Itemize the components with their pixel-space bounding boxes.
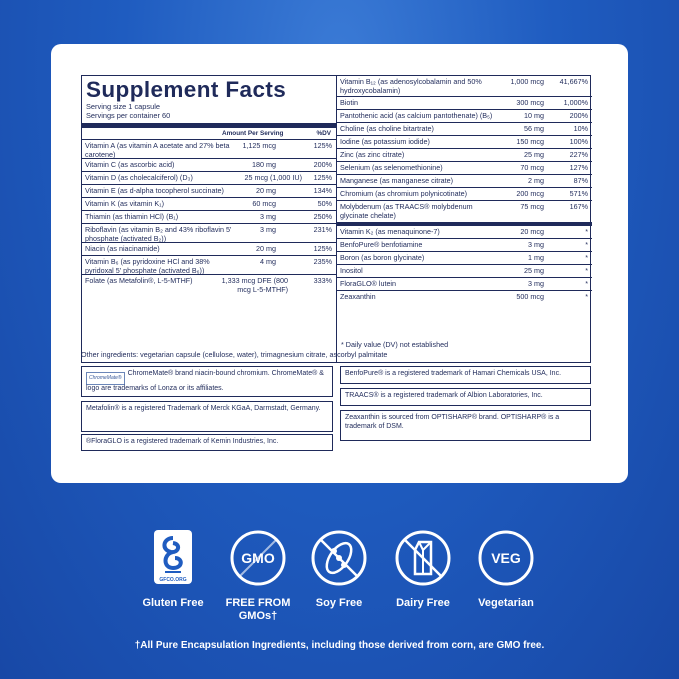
nutrient-dv: 227%: [569, 150, 588, 159]
nutrient-amount: 20 mcg: [520, 226, 544, 236]
gfco-text: GFCO.ORG: [159, 577, 187, 583]
supplement-facts-panel: [81, 75, 591, 363]
other-ingredients: Other ingredients: vegetarian capsule (cellulose, water), trimagnesium citrate, ascorbyl palmitate: [81, 350, 388, 359]
nutrient-name: Vitamin B₆ (as pyridoxine HCl and 38% pyridoxal 5' phosphate (activated B₆)): [85, 257, 210, 275]
nutrient-row: [337, 110, 592, 123]
nutrient-amount: 75 mcg: [520, 202, 544, 211]
nutrient-row: [337, 175, 592, 188]
nutrient-name: Vitamin B₁₂ (as adenosylcobalamin and 50% hydroxycobalamin): [340, 77, 482, 95]
nutrient-row: [82, 224, 336, 243]
badge-row: [0, 528, 679, 628]
servings-per-container: Servings per container 60: [86, 110, 171, 120]
nutrient-name: Vitamin K (as vitamin K₁): [85, 199, 164, 209]
nutrient-dv: *: [585, 291, 588, 301]
nutrient-row: [82, 275, 336, 296]
badge-label: Vegetarian: [478, 597, 534, 609]
nutrient-name: Choline (as choline bitartrate): [340, 124, 434, 133]
nutrient-amount: 150 mcg: [516, 137, 544, 146]
serving-size: Serving size 1 capsule: [86, 102, 160, 111]
floraglo-trademark: ®FloraGLO is a registered trademark of Kemin Industries, Inc.: [81, 434, 333, 451]
nutrient-dv: 125%: [313, 173, 332, 183]
nutrient-name: Chromium (as chromium polynicotinate): [340, 189, 468, 198]
badge-gluten-free: [133, 528, 213, 610]
nutrient-amount: 25 mg: [524, 150, 544, 159]
nutrient-amount: 180 mg: [252, 160, 276, 170]
nutrient-name: Zinc (as zinc citrate): [340, 150, 405, 159]
nutrient-dv: 41,667%: [559, 77, 588, 86]
badge-soy-free: [299, 528, 379, 610]
nutrient-dv: 333%: [313, 276, 332, 286]
nutrient-name: Molybdenum (as TRAACS® molybdenum glycinate chelate): [340, 202, 473, 220]
nutrient-dv: 571%: [569, 189, 588, 198]
chromemate-logo: ChromeMate®: [86, 372, 125, 385]
nutrient-amount: 4 mg: [260, 257, 276, 267]
benfopure-trademark: BenfoPure® is a registered trademark of Hamari Chemicals USA, Inc.: [340, 366, 591, 384]
nutrient-dv: 231%: [313, 225, 332, 235]
nutrient-amount: 3 mg: [260, 225, 276, 235]
nutrient-dv: 167%: [569, 202, 588, 211]
veg-text: VEG: [491, 550, 521, 566]
nutrient-amount: 1,000 mcg: [510, 77, 544, 86]
nutrient-dv: 235%: [313, 257, 332, 267]
soy-free-icon: [309, 528, 369, 588]
supplement-facts-title: Supplement Facts: [86, 77, 287, 102]
nutrient-dv: 127%: [569, 163, 588, 172]
nutrient-row: [337, 291, 592, 304]
nutrient-name: Vitamin C (as ascorbic acid): [85, 160, 175, 170]
gluten-free-icon: [143, 528, 203, 588]
nutrient-name: FloraGLO® lutein: [340, 278, 397, 288]
vegetarian-icon: [476, 528, 536, 588]
nutrient-row: [82, 185, 336, 198]
dv-header: %DV: [316, 130, 331, 138]
nutrient-row: [82, 198, 336, 211]
badge-label: Gluten Free: [142, 597, 204, 609]
nutrient-name: Vitamin E (as d-alpha tocopherol succinate): [85, 186, 224, 196]
nutrient-row: [337, 265, 592, 278]
nutrient-dv: *: [585, 252, 588, 262]
nutrient-amount: 3 mg: [260, 212, 276, 222]
nutrient-dv: 134%: [313, 186, 332, 196]
nutrient-amount: 1,125 mcg: [242, 141, 276, 151]
gmo-free-icon: [228, 528, 288, 588]
gmo-text: GMO: [241, 550, 275, 566]
nutrient-row: [337, 76, 592, 97]
chromemate-trademark: [81, 366, 333, 397]
nutrient-name: Riboflavin (as vitamin B₂ and 43% riboflavin 5' phosphate (activated B₂)): [85, 225, 232, 243]
nutrient-amount: 20 mg: [256, 244, 276, 254]
nutrient-dv: 1,000%: [563, 98, 588, 107]
nutrient-name: Biotin: [340, 98, 358, 107]
nutrient-name: Niacin (as niacinamide): [85, 244, 160, 254]
nutrient-amount: 2 mg: [528, 176, 544, 185]
nutrient-name: Selenium (as selenomethionine): [340, 163, 443, 172]
nutrient-dv: *: [585, 239, 588, 249]
nutrient-amount: 70 mcg: [520, 163, 544, 172]
nutrient-dv: 250%: [313, 212, 332, 222]
nutrient-amount: 1,333 mcg DFE (800 mcg L-5-MTHF): [221, 276, 288, 294]
nutrient-name: Manganese (as manganese citrate): [340, 176, 454, 185]
nutrient-dv: *: [585, 226, 588, 236]
nutrient-name: Inositol: [340, 265, 363, 275]
nutrient-dv: 100%: [569, 137, 588, 146]
nutrient-dv: *: [585, 278, 588, 288]
nutrient-name: Thiamin (as thiamin HCl) (B₁): [85, 212, 179, 222]
nutrient-row: [337, 201, 592, 223]
table-header: [82, 128, 336, 140]
nutrient-amount: 56 mg: [524, 124, 544, 133]
nutrient-row: [337, 149, 592, 162]
nutrient-row: [337, 136, 592, 149]
nutrient-dv: 50%: [317, 199, 332, 209]
dv-note: * Daily value (DV) not established: [341, 340, 449, 349]
badge-label: Soy Free: [315, 597, 363, 609]
badge-label: Dairy Free: [396, 597, 450, 609]
nutrient-amount: 1 mg: [528, 252, 544, 262]
nutrient-amount: 60 mcg: [252, 199, 276, 209]
badge-dairy-free: [383, 528, 463, 610]
nutrient-row: [337, 123, 592, 136]
nutrient-amount: 200 mcg: [516, 189, 544, 198]
nutrient-row: [337, 252, 592, 265]
nutrient-row: [82, 211, 336, 224]
nutrient-row: [82, 159, 336, 172]
nutrient-amount: 25 mcg (1,000 IU): [244, 173, 302, 183]
nutrient-row: [82, 243, 336, 256]
supplement-facts-left-column: [82, 76, 337, 362]
product-info-card: [51, 44, 628, 483]
nutrient-dv: 125%: [313, 141, 332, 151]
badge-label: FREE FROM GMOs†: [225, 597, 291, 622]
supplement-facts-right-column: [337, 76, 592, 362]
nutrient-name: Boron (as boron glycinate): [340, 252, 425, 262]
nutrient-amount: 3 mg: [528, 278, 544, 288]
nutrient-amount: 25 mg: [524, 265, 544, 275]
badge-gmo-free: [218, 528, 298, 623]
nutrient-row: [82, 140, 336, 159]
nutrient-dv: 200%: [313, 160, 332, 170]
nutrient-name: Zeaxanthin: [340, 291, 376, 301]
nutrient-row: [337, 226, 592, 239]
nutrient-amount: 20 mg: [256, 186, 276, 196]
nutrient-row: [82, 256, 336, 275]
nutrient-row: [337, 162, 592, 175]
amount-header: Amount Per Serving: [222, 130, 284, 138]
nutrient-row: [337, 239, 592, 252]
nutrient-name: BenfoPure® benfotiamine: [340, 239, 423, 249]
nutrient-dv: 10%: [573, 124, 588, 133]
zeaxanthin-trademark: Zeaxanthin is sourced from OPTISHARP® brand. OPTISHARP® is a trademark of DSM.: [340, 410, 591, 441]
nutrient-amount: 500 mcg: [516, 291, 544, 301]
nutrient-row: [337, 278, 592, 291]
nutrient-row: [337, 97, 592, 110]
nutrient-name: Vitamin D (as cholecalciferol) (D₃): [85, 173, 193, 183]
nutrient-dv: 125%: [313, 244, 332, 254]
nutrient-amount: 10 mg: [524, 111, 544, 120]
nutrient-row: [82, 172, 336, 185]
badge-vegetarian: [466, 528, 546, 610]
nutrient-name: Vitamin K₂ (as menaquinone-7): [340, 226, 440, 236]
nutrient-name: Iodine (as potassium iodide): [340, 137, 430, 146]
chromemate-text: ChromeMate® brand niacin-bound chromium. ChromeMate® & logo are trademarks of Lonza or its affiliates.: [86, 370, 324, 392]
traacs-trademark: TRAACS® is a registered trademark of Albion Laboratories, Inc.: [340, 388, 591, 406]
nutrient-name: Vitamin A (as vitamin A acetate and 27% beta carotene): [85, 141, 230, 159]
nutrient-amount: 300 mcg: [516, 98, 544, 107]
gmo-footnote: †All Pure Encapsulation Ingredients, including those derived from corn, are GMO free.: [134, 640, 545, 651]
nutrient-name: Folate (as Metafolin®, L-5-MTHF): [85, 276, 193, 286]
nutrient-dv: *: [585, 265, 588, 275]
nutrient-name: Pantothenic acid (as calcium pantothenate) (B₅): [340, 111, 493, 120]
metafolin-trademark: Metafolin® is a registered Trademark of Merck KGaA, Darmstadt, Germany.: [81, 401, 333, 432]
dairy-free-icon: [393, 528, 453, 588]
nutrient-amount: 3 mg: [528, 239, 544, 249]
nutrient-row: [337, 188, 592, 201]
nutrient-dv: 87%: [573, 176, 588, 185]
nutrient-dv: 200%: [569, 111, 588, 120]
